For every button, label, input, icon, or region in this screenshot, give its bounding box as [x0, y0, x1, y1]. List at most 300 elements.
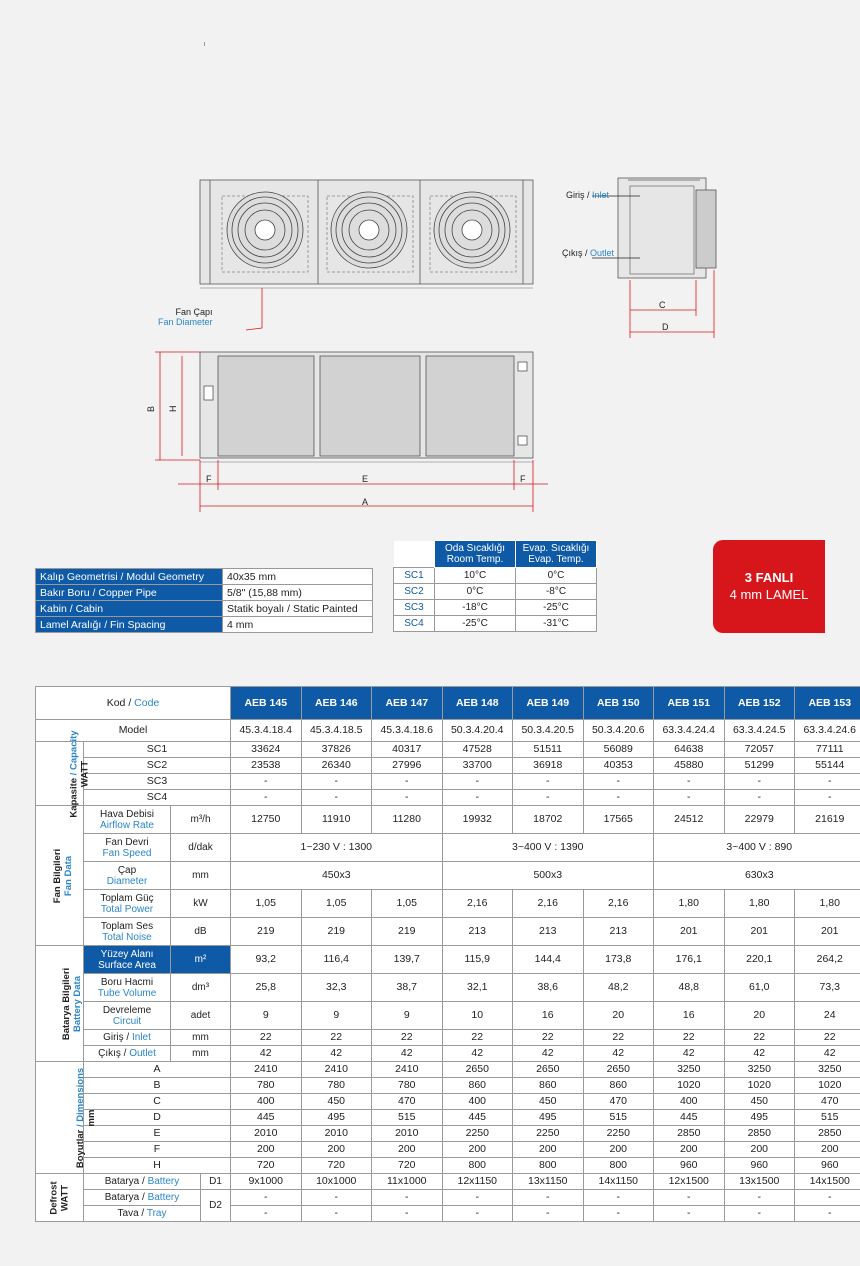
model-header: AEB 150: [583, 687, 654, 720]
cell: 470: [372, 1094, 443, 1110]
evap-temp: -31°C: [516, 616, 597, 632]
fan-diameter-tr: Fan Çapı: [175, 307, 213, 317]
cell: 42: [513, 1046, 584, 1062]
cell: 495: [301, 1110, 372, 1126]
evap-temp: -25°C: [516, 600, 597, 616]
cell: 2,16: [513, 890, 584, 918]
cell: 1,05: [231, 890, 302, 918]
cell: -: [442, 1190, 513, 1206]
cell: 24512: [654, 806, 725, 834]
row-label: H: [84, 1158, 231, 1174]
param-en: Surface Area: [98, 959, 156, 971]
cell: -: [724, 1190, 795, 1206]
cell: 22: [654, 1030, 725, 1046]
param-tr: Devreleme: [102, 1004, 152, 1016]
cell: 450: [724, 1094, 795, 1110]
row-label: SC3: [84, 774, 231, 790]
cell: 1,05: [301, 890, 372, 918]
unit: m²: [171, 946, 231, 974]
cell: 1020: [795, 1078, 860, 1094]
temperature-table: [393, 540, 597, 632]
cell: 200: [583, 1142, 654, 1158]
param-tr: Çıkış /: [98, 1048, 127, 1059]
cell: 12x1500: [654, 1174, 725, 1190]
unit: mm: [171, 1030, 231, 1046]
cell: 38,7: [372, 974, 443, 1002]
cell: 213: [513, 918, 584, 946]
dim-row-f: [36, 1142, 860, 1158]
cell: -: [231, 1206, 302, 1222]
cell: 2250: [513, 1126, 584, 1142]
sc-label: SC2: [394, 584, 435, 600]
cell: -: [301, 1206, 372, 1222]
cell: 200: [301, 1142, 372, 1158]
cell: 201: [795, 918, 860, 946]
cell: -: [795, 790, 860, 806]
inlet-row: [36, 1030, 860, 1046]
cell: 42: [583, 1046, 654, 1062]
cell: 24: [795, 1002, 860, 1030]
cell: 11910: [301, 806, 372, 834]
temp-row: [394, 616, 597, 632]
model-code: 63.3.4.24.4: [654, 720, 725, 742]
cell: 515: [795, 1110, 860, 1126]
cell: 800: [442, 1158, 513, 1174]
dim-label-c: C: [659, 300, 666, 310]
row-label: E: [84, 1126, 231, 1142]
fan-data-tr: Fan Bilgileri: [52, 848, 64, 903]
dim-label-h: H: [168, 405, 178, 412]
cell: 1,80: [724, 890, 795, 918]
cell: 720: [231, 1158, 302, 1174]
cell: -: [231, 1190, 302, 1206]
param-label: [84, 1190, 201, 1206]
cell: 10: [442, 1002, 513, 1030]
side-view-body: [618, 178, 706, 278]
temp-row: [394, 584, 597, 600]
param-label: [84, 1046, 171, 1062]
cell: 200: [795, 1142, 860, 1158]
spec-key: Bakır Boru / Copper Pipe: [36, 585, 223, 601]
row-label: SC2: [84, 758, 231, 774]
cell: 220,1: [724, 946, 795, 974]
cell: 33624: [231, 742, 302, 758]
param-tr: Çap: [117, 864, 137, 876]
cell: -: [795, 1206, 860, 1222]
cell: 780: [231, 1078, 302, 1094]
spec-row: [36, 569, 373, 585]
param-tr: Giriş /: [103, 1032, 130, 1043]
cell: 470: [583, 1094, 654, 1110]
model-row: [36, 720, 860, 742]
param-tr: Batarya /: [104, 1176, 145, 1187]
cell: 36918: [513, 758, 584, 774]
capacity-row-sc2: [36, 758, 860, 774]
unit: adet: [171, 1002, 231, 1030]
cell: -: [724, 774, 795, 790]
cell: 1,05: [372, 890, 443, 918]
cell: 42: [301, 1046, 372, 1062]
model-header: AEB 145: [231, 687, 302, 720]
cell: 2850: [654, 1126, 725, 1142]
cell: 12750: [231, 806, 302, 834]
cell: 495: [513, 1110, 584, 1126]
cell: -: [513, 790, 584, 806]
cell: 115,9: [442, 946, 513, 974]
outlet-tr: Çıkış: [562, 248, 583, 258]
spec-value: 5/8" (15,88 mm): [223, 585, 373, 601]
cell: 200: [513, 1142, 584, 1158]
cell: 42: [372, 1046, 443, 1062]
cell: 2850: [795, 1126, 860, 1142]
cell: -: [795, 774, 860, 790]
param-en: Inlet: [131, 1032, 151, 1043]
cell: 33700: [442, 758, 513, 774]
fan-3: [434, 192, 510, 268]
cell: 42: [724, 1046, 795, 1062]
cell: 515: [372, 1110, 443, 1126]
cell: 77111: [795, 742, 860, 758]
cell: 22: [724, 1030, 795, 1046]
battery-data-group: [36, 946, 84, 1062]
cell: 116,4: [301, 946, 372, 974]
cell: 139,7: [372, 946, 443, 974]
model-code: 63.3.4.24.6: [795, 720, 860, 742]
param-en: Circuit: [112, 1015, 142, 1027]
dimensions-en: / Dimensions: [75, 1067, 87, 1127]
cell: 38,6: [513, 974, 584, 1002]
registration-mark: [204, 42, 205, 46]
cell: 42: [654, 1046, 725, 1062]
temp-corner: [394, 541, 435, 568]
param-label: [84, 1030, 171, 1046]
cell: 2250: [442, 1126, 513, 1142]
cell: -: [724, 1206, 795, 1222]
param-label: [84, 1206, 201, 1222]
cell: -: [795, 1190, 860, 1206]
cell: 45880: [654, 758, 725, 774]
cell: 20: [583, 1002, 654, 1030]
cell: 720: [301, 1158, 372, 1174]
cell: 42: [442, 1046, 513, 1062]
cell: -: [513, 1206, 584, 1222]
capacity-row-sc1: [36, 742, 860, 758]
cell: 2,16: [442, 890, 513, 918]
cell: 2650: [442, 1062, 513, 1078]
cell: 72057: [724, 742, 795, 758]
capacity-unit: WATT: [79, 760, 91, 787]
param-en: Tube Volume: [97, 987, 157, 999]
model-code: 50.3.4.20.6: [583, 720, 654, 742]
spec-value: 4 mm: [223, 617, 373, 633]
cell: 200: [654, 1142, 725, 1158]
evap-temp: 0°C: [516, 568, 597, 584]
spec-value: Statik boyalı / Static Painted: [223, 601, 373, 617]
cell: 200: [442, 1142, 513, 1158]
cell: 2650: [513, 1062, 584, 1078]
cell: 1020: [724, 1078, 795, 1094]
dim-row-c: [36, 1094, 860, 1110]
row-label: SC1: [84, 742, 231, 758]
defrost-group: [36, 1174, 84, 1222]
cell: 2410: [372, 1062, 443, 1078]
dimensions-unit: mm: [86, 1109, 98, 1126]
sc-label: SC1: [394, 568, 435, 584]
cell: 14x1150: [583, 1174, 654, 1190]
cell: 960: [795, 1158, 860, 1174]
param-tr: Tava /: [117, 1208, 145, 1219]
circuit-row: [36, 1002, 860, 1030]
model-header: AEB 148: [442, 687, 513, 720]
dim-label-f-left: F: [206, 474, 212, 484]
cell: 213: [442, 918, 513, 946]
dim-row-d: [36, 1110, 860, 1126]
cell: 11x1000: [372, 1174, 443, 1190]
param-label: [84, 1174, 201, 1190]
param-label: [84, 974, 171, 1002]
cell: -: [372, 1190, 443, 1206]
dim-row-h: [36, 1158, 860, 1174]
cell: 9x1000: [231, 1174, 302, 1190]
cell: 860: [583, 1078, 654, 1094]
unit: mm: [171, 1046, 231, 1062]
spec-row: [36, 617, 373, 633]
cell: 2410: [231, 1062, 302, 1078]
unit: dm³: [171, 974, 231, 1002]
cell: 800: [583, 1158, 654, 1174]
cell: -: [301, 790, 372, 806]
cell: -: [231, 790, 302, 806]
model-header: AEB 151: [654, 687, 725, 720]
cell: 780: [301, 1078, 372, 1094]
model-code: 63.3.4.24.5: [724, 720, 795, 742]
cell: 400: [442, 1094, 513, 1110]
capacity-tr: Kapasite: [68, 777, 80, 818]
cell: 400: [231, 1094, 302, 1110]
cell: -: [654, 790, 725, 806]
cell: 48,8: [654, 974, 725, 1002]
cell: 20: [724, 1002, 795, 1030]
cell: 27996: [372, 758, 443, 774]
param-label: [84, 890, 171, 918]
cell: 26340: [301, 758, 372, 774]
cell: 40317: [372, 742, 443, 758]
room-temp: -25°C: [435, 616, 516, 632]
cell: 3250: [724, 1062, 795, 1078]
model-code: 50.3.4.20.5: [513, 720, 584, 742]
cell: 56089: [583, 742, 654, 758]
battery-data-tr: Batarya Bilgileri: [61, 967, 73, 1040]
cell: 219: [231, 918, 302, 946]
fan-1: [227, 192, 303, 268]
cell: -: [724, 790, 795, 806]
fan-count-badge: [713, 540, 825, 633]
model-code: 45.3.4.18.6: [372, 720, 443, 742]
cell: 47528: [442, 742, 513, 758]
diameter-row: [36, 862, 860, 890]
dim-label-a: A: [362, 497, 369, 507]
model-header: AEB 152: [724, 687, 795, 720]
cell: 470: [795, 1094, 860, 1110]
cell: -: [301, 774, 372, 790]
param-en: Diameter: [106, 875, 148, 887]
cell: 22: [795, 1030, 860, 1046]
code-tr: Kod: [106, 696, 126, 709]
merged-cell: 3~400 V : 890: [654, 834, 860, 862]
evap-temp-tr: Evap. Sıcaklığı: [522, 543, 590, 554]
cell: 22979: [724, 806, 795, 834]
temp-row: [394, 568, 597, 584]
spec-key: Lamel Aralığı / Fin Spacing: [36, 617, 223, 633]
cell: 13x1150: [513, 1174, 584, 1190]
unit: D2: [201, 1190, 231, 1222]
inlet-label: Giriş / Inlet: [566, 190, 610, 200]
dim-row-a: [36, 1062, 860, 1078]
cell: -: [654, 774, 725, 790]
fan-diameter-label: [158, 307, 213, 327]
unit: dB: [171, 918, 231, 946]
param-tr: Hava Debisi: [100, 808, 154, 820]
row-label: SC4: [84, 790, 231, 806]
param-en: Battery: [147, 1176, 180, 1187]
cell: 37826: [301, 742, 372, 758]
cell: 201: [654, 918, 725, 946]
param-en: Battery: [147, 1192, 180, 1203]
cell: 720: [372, 1158, 443, 1174]
param-tr: Fan Devri: [105, 836, 149, 848]
cell: 23538: [231, 758, 302, 774]
cell: 1,80: [795, 890, 860, 918]
outlet-label: Çıkış / Outlet: [562, 248, 615, 258]
sc-label: SC3: [394, 600, 435, 616]
cell: 445: [231, 1110, 302, 1126]
airflow-row: [36, 806, 860, 834]
cell: 32,3: [301, 974, 372, 1002]
merged-cell: 500x3: [442, 862, 654, 890]
cell: 19932: [442, 806, 513, 834]
cell: 200: [231, 1142, 302, 1158]
outlet-en: Outlet: [590, 248, 615, 258]
cell: -: [654, 1190, 725, 1206]
row-label: F: [84, 1142, 231, 1158]
merged-cell: 1~230 V : 1300: [231, 834, 443, 862]
cell: 144,4: [513, 946, 584, 974]
cell: 22: [513, 1030, 584, 1046]
spec-row: [36, 601, 373, 617]
param-tr: Batarya /: [104, 1192, 145, 1203]
cell: 2010: [301, 1126, 372, 1142]
dim-row-e: [36, 1126, 860, 1142]
cell: 11280: [372, 806, 443, 834]
cell: 200: [724, 1142, 795, 1158]
cell: 445: [442, 1110, 513, 1126]
dimensions-group: [36, 1062, 98, 1174]
param-en: Fan Speed: [102, 847, 152, 859]
row-label: C: [84, 1094, 231, 1110]
cell: 42: [795, 1046, 860, 1062]
noise-row: [36, 918, 860, 946]
cell: 780: [372, 1078, 443, 1094]
param-tr: Yüzey Alanı: [100, 948, 154, 960]
room-temp: -18°C: [435, 600, 516, 616]
model-header: AEB 146: [301, 687, 372, 720]
cell: 264,2: [795, 946, 860, 974]
cell: 515: [583, 1110, 654, 1126]
cell: 22: [583, 1030, 654, 1046]
cell: 22: [301, 1030, 372, 1046]
cell: 213: [583, 918, 654, 946]
cell: 960: [724, 1158, 795, 1174]
capacity-group: [36, 729, 91, 818]
product-data-table: [35, 686, 860, 1222]
defrost-d2-battery-row: [36, 1190, 860, 1206]
model-header: AEB 153: [795, 687, 860, 720]
cell: 18702: [513, 806, 584, 834]
technical-drawing: [0, 160, 860, 520]
cell: 1,80: [654, 890, 725, 918]
spec-key: Kalıp Geometrisi / Modul Geometry: [36, 569, 223, 585]
cell: 201: [724, 918, 795, 946]
row-label: A: [84, 1062, 231, 1078]
spec-key: Kabin / Cabin: [36, 601, 223, 617]
capacity-row-sc3: [36, 774, 860, 790]
cell: -: [442, 774, 513, 790]
cell: -: [372, 1206, 443, 1222]
battery-data-en: Battery Data: [72, 975, 84, 1032]
dimensions-tr: Boyutlar: [75, 1129, 87, 1168]
param-en: Outlet: [129, 1048, 156, 1059]
row-label: D: [84, 1110, 231, 1126]
capacity-row-sc4: [36, 790, 860, 806]
room-temp-header: [435, 541, 516, 568]
cell: 450: [513, 1094, 584, 1110]
cell: -: [583, 790, 654, 806]
cell: -: [231, 774, 302, 790]
cell: 22: [231, 1030, 302, 1046]
cell: 13x1500: [724, 1174, 795, 1190]
cell: 16: [654, 1002, 725, 1030]
param-label: [84, 834, 171, 862]
fan-2: [331, 192, 407, 268]
inlet-tr: Giriş: [566, 190, 585, 200]
dim-label-f-right: F: [520, 474, 526, 484]
cell: 32,1: [442, 974, 513, 1002]
cell: 21619: [795, 806, 860, 834]
cell: -: [301, 1190, 372, 1206]
cell: 3250: [654, 1062, 725, 1078]
cell: 12x1150: [442, 1174, 513, 1190]
cell: -: [513, 774, 584, 790]
model-code: 50.3.4.20.4: [442, 720, 513, 742]
param-en: Total Power: [100, 903, 154, 915]
sc-label: SC4: [394, 616, 435, 632]
model-header: AEB 149: [513, 687, 584, 720]
cell: 2,16: [583, 890, 654, 918]
unit: mm: [171, 862, 231, 890]
param-label: [84, 1002, 171, 1030]
cell: 14x1500: [795, 1174, 860, 1190]
cell: 40353: [583, 758, 654, 774]
cell: 9: [231, 1002, 302, 1030]
param-label: [84, 918, 171, 946]
param-tr: Toplam Güç: [100, 892, 154, 904]
defrost-unit: WATT: [59, 1184, 71, 1211]
cell: 64638: [654, 742, 725, 758]
spec-row: [36, 585, 373, 601]
cell: 1020: [654, 1078, 725, 1094]
cell: 960: [654, 1158, 725, 1174]
unit: kW: [171, 890, 231, 918]
